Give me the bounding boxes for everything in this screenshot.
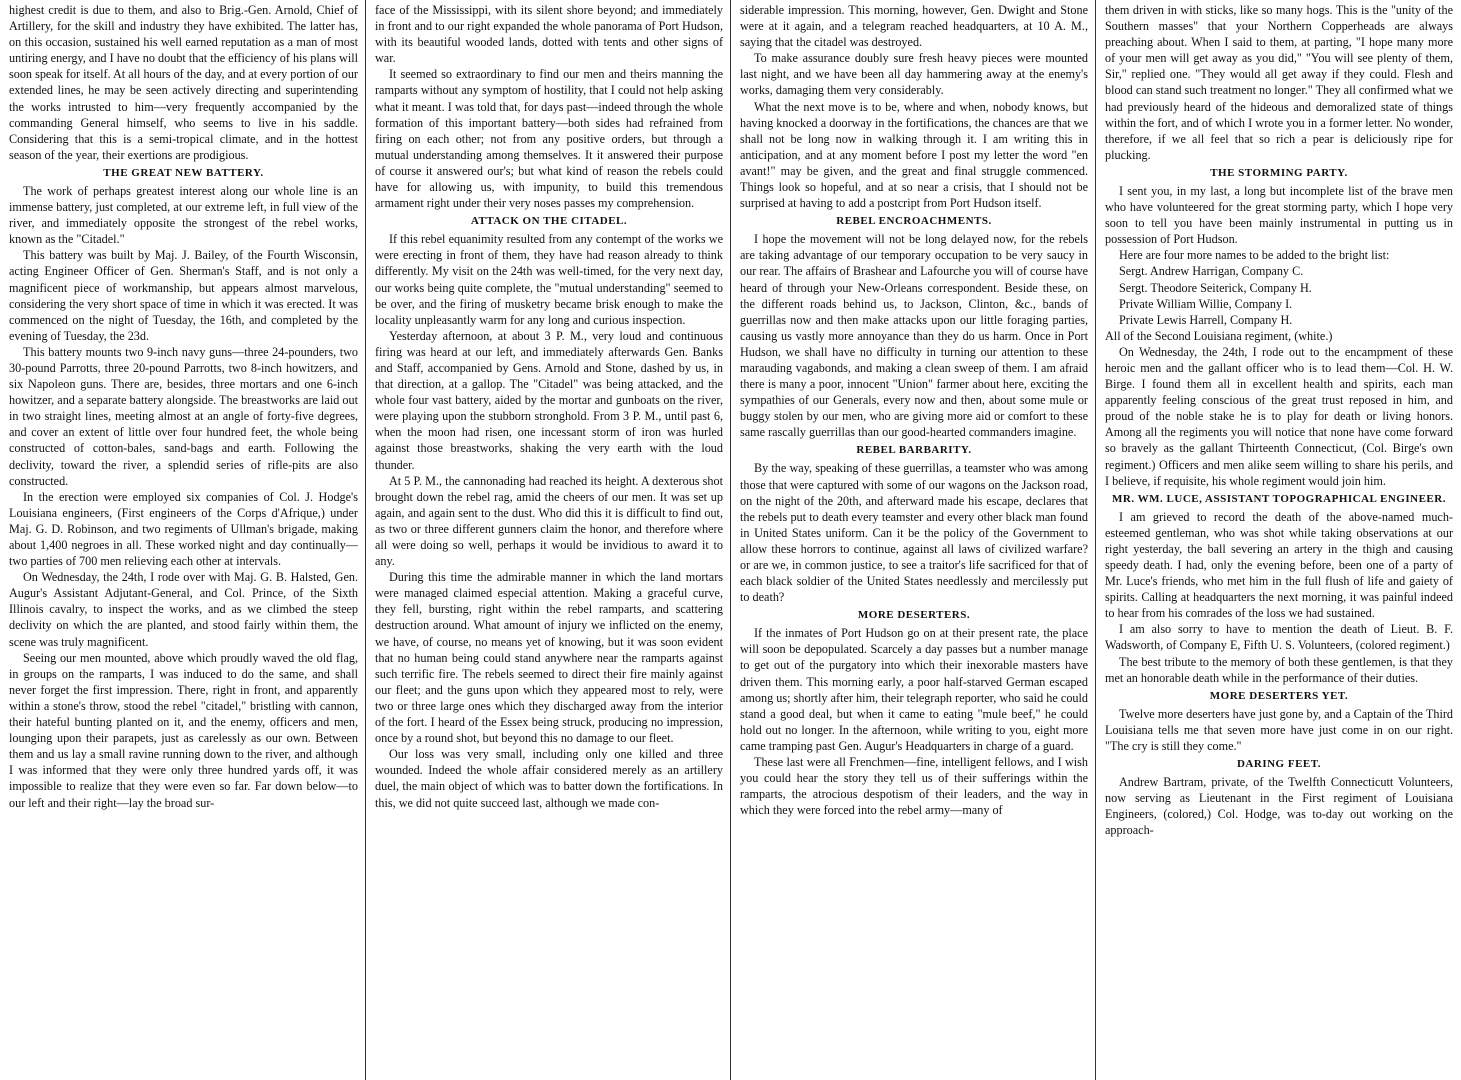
article-paragraph: Seeing our men mounted, above which proudly waved the old flag, in groups on the ramparts, I was induced to do the same, and shall never forget the first impression. There, right in front, and apparently within a stone's throw, stood the rebel "citadel," bristling with cannon, their hateful bunting planted on it, and the enemy, officers and men, lounging upon their parapets, just as carelessly as our own. Between them and us lay a small ravine running down to the river, and although I was informed that they were only three hundred yards off, it was impossible to realize that they were even so far. Far down below—to our left and their right—lay the broad sur- — [9, 650, 358, 810]
article-paragraph: Twelve more deserters have just gone by, and a Captain of the Third Louisiana tells me that seven more have just come in on our right. "The cry is still they come." — [1105, 706, 1453, 753]
article-paragraph: The work of perhaps greatest interest along our whole line is an immense battery, just completed, at our extreme left, in full view of the river, and immediately opposite the strongest of the rebel works, known as the "Citadel." — [9, 183, 358, 247]
article-paragraph: siderable impression. This morning, however, Gen. Dwight and Stone were at it again, and a telegram reached headquarters, at 10 A. M., saying that the citadel was destroyed. — [740, 3, 1088, 50]
article-paragraph: I hope the movement will not be long delayed now, for the rebels are taking advantage of our temporary occupation to be very saucy in our rear. The affairs of Brashear and Lafourche you will of course have heard of through your New-Orleans correspondent. Beside these, on the different roads behind us, to Jackson, Clinton, &c., bands of guerrillas now and then make attacks upon our little foraging parties, causing us vastly more annoyance than they do us harm. Once in Port Hudson, we shall have no difficulty in turning our attention to these marauding vagabonds, and making a clean sweep of them. I am afraid there is many a poor, innocent "Union" farmer about here, exciting the sympathies of our Generals, every now and then, about some mule or buggy stolen by our men, who are giving more aid or comfort to these same rascally guerrillas than our good-hearted commanders imagine. — [740, 232, 1088, 440]
section-heading: MORE DESERTERS YET. — [1209, 689, 1349, 702]
article-paragraph: Here are four more names to be added to the bright list: — [1119, 248, 1390, 263]
article-paragraph: These last were all Frenchmen—fine, intelligent fellows, and I wish you could hear the story they tell us of their sufferings within the ramparts, the atrocious despotism of their leaders, and the way in which they were forced into the rebel army—many of — [740, 755, 1088, 818]
section-heading: DARING FEET. — [1236, 758, 1322, 771]
section-heading: THE STORMING PARTY. — [1210, 166, 1348, 179]
article-paragraph: In the erection were employed six companies of Col. J. Hodge's Louisiana engineers, (First engineers of the Corps d'Afrique,) under Maj. G. D. Robinson, and two regiments of Ullman's brigade, making about 1,400 negroes in all. These worked night and day continually—two parties of 700 men relieving each other at intervals. — [9, 489, 358, 569]
article-paragraph: Andrew Bartram, private, of the Twelfth Connecticutt Volunteers, now serving as Lieutenant in the First regiment of Louisiana Engineers, (colored,) Col. Hodge, was to-day out working on the approach- — [1105, 775, 1453, 838]
article-paragraph: If this rebel equanimity resulted from any contempt of the works we were erecting in front of them, they have had reason already to think differently. My visit on the 24th was well-timed, for the very next day, our works being quite complete, the "mutual understanding" seemed to be over, and the firing of musketry became brisk enough to make the locality unpleasantly warm for any long and curious inspection. — [375, 232, 723, 327]
article-paragraph: It seemed so extraordinary to find our men and theirs manning the ramparts without any symptom of hostility, that I could not help asking what it meant. I was told that, for days past—indeed through the whole formation of this important battery—both sides had refrained from firing on each other; not from any positive orders, but through a mutual understanding among themselves. It it answered their purpose of course it answered our's; but what kind of reason the rebels could have for allowing us, with impunity, to build this tremendous armament right under their very noses passes my comprehension. — [375, 67, 723, 211]
article-paragraph: At 5 P. M., the cannonading had reached its height. A dexterous shot brought down the rebel rag, amid the cheers of our men. It was set up again, and again sent to the dust. Who did this it is difficult to find out, as two or three different gunners claim the honor, and therefore where all were doing so well, perhaps it would be invidious to award it to any. — [375, 473, 723, 569]
article-paragraph: highest credit is due to them, and also to Brig.-Gen. Arnold, Chief of Artillery, for the skill and industry they have exhibited. The latter has, on this occasion, sustained his well earned reputation as a man of most untiring energy, and I have no doubt that the efficiency of his plans will soon speak for itself. At all hours of the day, and at every portion of our extended lines, he may be seen actively directing and superintending the works intrusted to him—very frequently accompanied by the commanding General himself, who seems to live in his saddle. Considering that this is a semi-tropical climate, and in the hottest season of the year, their exertions are prodigious. — [9, 3, 358, 162]
article-paragraph: On Wednesday, the 24th, I rode over with Maj. G. B. Halsted, Gen. Augur's Assistant Adjutant-General, and Col. Prince, of the Sixth Illinois cavalry, to inspect the works, and as we climbed the steep declivity on which the are planted, and stood fairly within them, the scene was truly magnificent. — [9, 570, 358, 649]
name-list-line: Sergt. Andrew Harrigan, Company C. — [1119, 264, 1304, 279]
article-paragraph: I am also sorry to have to mention the death of Lieut. B. F. Wadsworth, of Company E, Fifth U. S. Volunteers, (colored regiment.) — [1105, 622, 1453, 653]
section-heading: THE GREAT NEW BATTERY. — [103, 166, 264, 179]
section-heading: ATTACK ON THE CITADEL. — [470, 215, 628, 228]
name-list-line: Private Lewis Harrell, Company H. — [1119, 312, 1293, 327]
article-paragraph: If the inmates of Port Hudson go on at their present rate, the place will soon be depopulated. Scarcely a day passes but a number manage to get out of the purgatory into which their inexorable masters have driven them. This morning early, a poor half-starved German escaped among us; shortly after him, their telegraph reporter, who said he could stand a good deal, but when it came to eating "mule beef," he could hold out no longer. In the afternoon, while writing to you, eight more came tramping past Gen. Augur's Headquarters in charge of a guard. — [740, 626, 1088, 753]
article-paragraph: them driven in with sticks, like so many hogs. This is the "unity of the Southern masses" that your Northern Copperheads are always preaching about. When I said to them, at parting, "I hope many more of your men will get away as you did," "You will see plenty of them, Sir," replied one. "They would all get away if they could. Flesh and blood can stand such treatment no longer." They all confirmed what we had previously heard of the hideous and demoralized state of things within the fort, and of which I wrote you in a former letter. No wonder, therefore, if we all feel that so rich a pear is deliciously ripe for plucking. — [1105, 3, 1453, 162]
article-paragraph: During this time the admirable manner in which the land mortars were managed claimed especial attention. Making a graceful curve, they fell, bursting, right within the rebel ramparts, and scattering destruction around. What amount of injury we inflicted on the enemy, we have, of course, no means yet of knowing, but it was soon evident that no human being could stand anywhere near the ramparts against such terrific fire. The rebels seemed to direct their fire mainly against our fleet; and the guns upon which they appeared most to rely, were two or three large ones which they discharged away from the interior of the fort. I heard of the Essex being struck, producing no impression, once by a round shot, but beyond this no damage to our fleet. — [375, 570, 723, 746]
name-list-line: All of the Second Louisiana regiment, (white.) — [1105, 328, 1333, 343]
article-paragraph: By the way, speaking of these guerrillas, a teamster who was among those that were captured with some of our wagons on the Jackson road, on the night of the 20th, and afterward made his escape, declares that the rebels put to death every teamster and every other black man found in United States uniform. Can it be the policy of the Government to allow these horrors to continue, against all laws of civilized warfare? or are we, in common justice, to see a traitor's life sacrificed for that of each black soldier of the United States needlessly and mercilessly put to death? — [740, 461, 1088, 605]
section-heading: MR. WM. LUCE, ASSISTANT TOPOGRAPHICAL ENGINEER. — [1112, 492, 1446, 505]
article-paragraph: I sent you, in my last, a long but incomplete list of the brave men who have volunteered for the great storming party, which I hope very soon to tell you have been mainly instrumental in putting us in possession of Port Hudson. — [1105, 183, 1453, 247]
column-3 — [730, 0, 1095, 1080]
section-heading: MORE DESERTERS. — [857, 609, 971, 622]
article-paragraph: On Wednesday, the 24th, I rode out to the encampment of these heroic men and the gallant officer who is to lead them—Col. H. W. Birge. I found them all in excellent health and spirits, each man apparently feeling conscious of the great trust reposed in him, and proud of the noble stake he is to play for death or living honors. Among all the regiments you will notice that none have come forward so bravely as the gallant Thirteenth Connecticut, (Col. Birge's own regiment.) Officers and men alike seem willing to share his perils, and I believe, if requisite, his whole regiment would join him. — [1105, 344, 1453, 488]
article-paragraph: This battery was built by Maj. J. Bailey, of the Fourth Wisconsin, acting Engineer Officer of Gen. Sherman's Staff, and is not only a magnificent piece of workmanship, but appears almost marvelous, considering the very short space of time in which it was erected. It was commenced on the night of Tuesday, the 16th, and completed by the evening of Tuesday, the 23d. — [9, 248, 358, 343]
article-paragraph: face of the Mississippi, with its silent shore beyond; and immediately in front and to our right expanded the whole panorama of Port Hudson, with its beautiful wooded lands, dotted with tents and other signs of war. — [375, 3, 723, 66]
section-heading: REBEL ENCROACHMENTS. — [836, 215, 992, 228]
column-2 — [365, 0, 730, 1080]
name-list-line: Sergt. Theodore Seiterick, Company H. — [1119, 280, 1312, 295]
section-heading: REBEL BARBARITY. — [856, 444, 972, 457]
article-paragraph: Our loss was very small, including only one killed and three wounded. Indeed the whole affair considered merely as an artillery duel, the main object of which was to batter down the fortifications. In this, we did not quite succeed last, although we made con- — [375, 747, 723, 810]
article-paragraph: The best tribute to the memory of both these gentlemen, is that they met an honorable death while in the performance of their duties. — [1105, 654, 1453, 685]
column-4 — [1095, 0, 1460, 1080]
article-paragraph: This battery mounts two 9-inch navy guns—three 24-pounders, two 30-pound Parrotts, three 20-pound Parrotts, two 8-inch howitzers, and six Napoleon guns. There are, besides, three mortars and one 6-inch howitzer, and a separate battery alongside. The breastworks are laid out in two straight lines, meeting almost at an angle of forty-five degrees, and cover an extent of little over four hundred feet, the whole being constructed of cotton-bales, sand-bags and earth. Following the declivity, toward the river, a splendid series of rifle-pits are also constructed. — [9, 344, 358, 488]
article-paragraph: I am grieved to record the death of the above-named much-esteemed gentleman, who was shot while taking observations at our right yesterday, the ball severing an artery in the thigh and causing speedy death. I had, only the evening before, been one of a party of Mr. Luce's friends, who met him in the full flush of life and gaiety of spirits. Calling at headquarters the next morning, it was painful indeed to hear from his comrades of the loss we had sustained. — [1105, 509, 1453, 621]
article-paragraph: Yesterday afternoon, at about 3 P. M., very loud and continuous firing was heard at our left, and immediately afterwards Gen. Banks and Staff, accompanied by Gens. Arnold and Stone, dashed by us, in that direction, at a gallop. The "Citadel" was being attacked, and the whole four vast battery, aided by the mortar and gunboats on the river, were playing upon the stubborn stronghold. From 3 P. M., until past 6, when the moon had risen, one incessant storm of iron was hurled against those breastworks, shaking the very earth with the loud thunder. — [375, 328, 723, 472]
name-list-line: Private William Willie, Company I. — [1119, 296, 1293, 311]
article-paragraph: What the next move is to be, where and when, nobody knows, but having knocked a doorway in the fortifications, the chances are that we shall not be long now in walking through it. I am writing this in anticipation, and at any moment before I post my letter the word "en avant!" may be given, and the great and final struggle commenced. Things look so hopeful, and at so near a crisis, that I should not be surprised at having to add a postcript from Port Hudson itself. — [740, 99, 1088, 211]
column-1 — [0, 0, 365, 1080]
article-paragraph: To make assurance doubly sure fresh heavy pieces were mounted last night, and we have been all day hammering away at the enemy's works, damaging them very considerably. — [740, 51, 1088, 98]
